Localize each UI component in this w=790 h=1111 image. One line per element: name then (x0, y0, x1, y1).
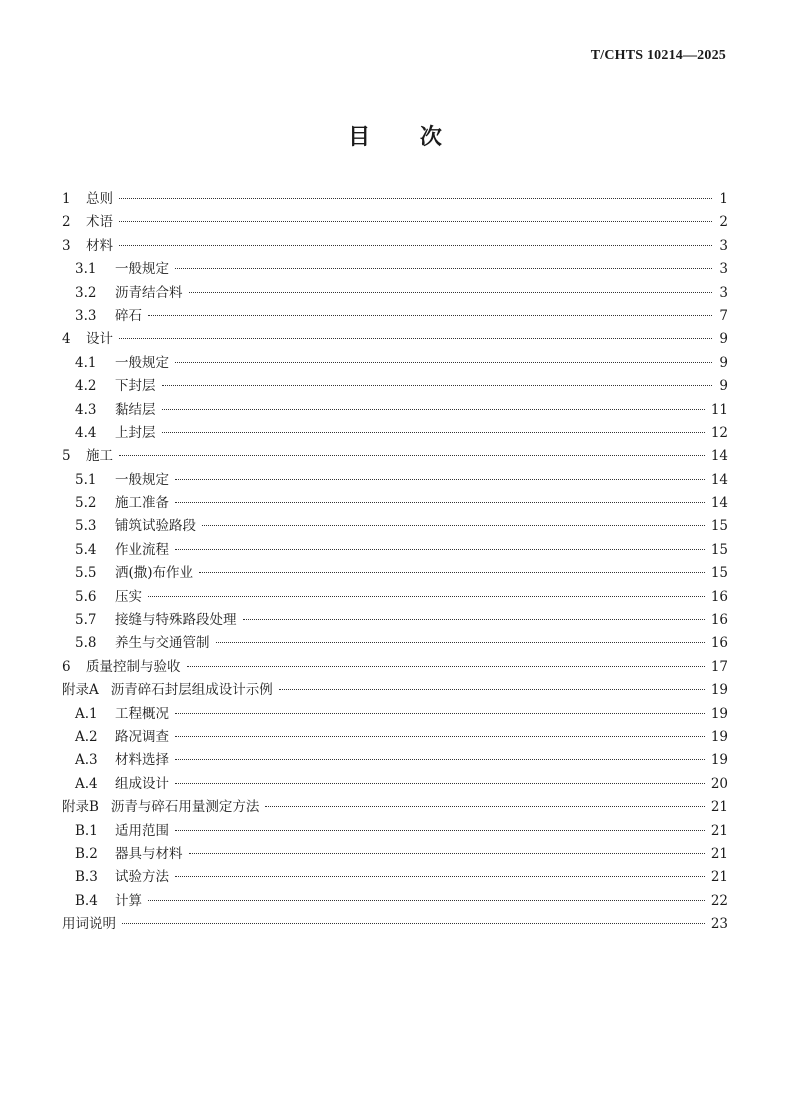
toc-entry-number: 5.5 (75, 565, 97, 582)
toc-entry-title: 组成设计 (115, 775, 169, 792)
toc-entry[interactable] (62, 609, 728, 632)
toc-entry-number: B.2 (75, 845, 98, 862)
toc-entry-title: 沥青结合料 (115, 284, 183, 301)
toc-entry-title: 材料选择 (115, 752, 169, 769)
toc-dot-leader (119, 245, 712, 246)
toc-entry-page: 9 (719, 378, 728, 395)
toc-entry-title: 沥青碎石封层组成设计示例 (110, 682, 273, 699)
toc-entry-title: 黏结层 (115, 401, 156, 418)
toc-entry-title: 总则 (86, 191, 113, 207)
toc-entry[interactable] (62, 328, 728, 351)
toc-entry-page: 21 (710, 869, 728, 886)
toc-dot-leader (175, 830, 705, 831)
toc-entry-number: 附录B (62, 799, 99, 816)
toc-entry-title: 上封层 (115, 424, 156, 441)
toc-entry-title: 质量控制与验收 (86, 658, 181, 675)
toc-entry[interactable] (62, 235, 728, 258)
toc-entry-page: 21 (710, 845, 728, 862)
toc-entry-page: 3 (719, 261, 728, 278)
toc-entry-number: 5.6 (75, 588, 97, 605)
toc-entry-title: 计算 (115, 892, 142, 909)
toc-entry-page: 3 (719, 284, 728, 301)
toc-entry-page: 14 (710, 448, 728, 465)
toc-entry-number: 5.4 (75, 541, 97, 558)
toc-dot-leader (265, 806, 704, 807)
toc-entry[interactable] (62, 258, 728, 281)
toc-entry-page: 22 (710, 892, 728, 909)
toc-entry-title: 沥青与碎石用量测定方法 (110, 799, 260, 816)
toc-entry[interactable] (62, 305, 728, 328)
toc-entry[interactable] (62, 399, 728, 422)
toc-dot-leader (175, 362, 712, 363)
toc-dot-leader (175, 783, 705, 784)
toc-dot-leader (122, 923, 705, 924)
toc-entry[interactable] (62, 492, 728, 515)
toc-entry-title: 接缝与特殊路段处理 (115, 612, 237, 629)
toc-entry[interactable] (62, 913, 728, 936)
toc-entry-title: 一般规定 (115, 354, 169, 371)
toc-entry-title: 设计 (86, 331, 113, 348)
toc-dot-leader (175, 549, 705, 550)
toc-entry-number: 5.3 (75, 518, 97, 535)
toc-entry-number: 4 (62, 331, 71, 348)
toc-entry[interactable] (62, 890, 728, 913)
toc-dot-leader (243, 619, 705, 620)
toc-dot-leader (119, 455, 705, 456)
toc-entry[interactable] (62, 679, 728, 702)
toc-dot-leader (175, 736, 705, 737)
toc-entry-number: 4.3 (75, 401, 97, 418)
toc-entry[interactable] (62, 820, 728, 843)
toc-entry-title: 器具与材料 (115, 845, 183, 862)
toc-entry-number: 6 (62, 658, 71, 675)
toc-dot-leader (199, 572, 705, 573)
toc-dot-leader (162, 432, 705, 433)
toc-entry[interactable] (62, 703, 728, 726)
toc-entry-number: 5.1 (75, 471, 97, 488)
toc-entry[interactable] (62, 843, 728, 866)
toc-entry-page: 19 (710, 705, 728, 722)
toc-entry-page: 1 (719, 191, 728, 207)
toc-entry-title: 用词说明 (62, 916, 116, 933)
toc-dot-leader (175, 502, 705, 503)
toc-entry-number: 5.2 (75, 495, 97, 512)
toc-entry-number: 5 (62, 448, 71, 465)
toc-entry-page: 16 (710, 635, 728, 652)
toc-entry[interactable] (62, 422, 728, 445)
toc-entry-page: 15 (710, 518, 728, 535)
toc-dot-leader (148, 315, 712, 316)
toc-entry[interactable] (62, 352, 728, 375)
toc-entry[interactable] (62, 586, 728, 609)
toc-entry-title: 作业流程 (115, 541, 169, 558)
toc-entry[interactable] (62, 632, 728, 655)
toc-entry-title: 碎石 (115, 307, 142, 324)
toc-entry[interactable] (62, 188, 728, 211)
toc-entry-number: A.4 (75, 775, 98, 792)
toc-entry[interactable] (62, 749, 728, 772)
toc-entry-number: 4.2 (75, 378, 97, 395)
toc-entry-page: 12 (710, 424, 728, 441)
toc-entry-page: 19 (710, 752, 728, 769)
toc-dot-leader (202, 525, 705, 526)
toc-dot-leader (119, 338, 712, 339)
toc-dot-leader (216, 642, 705, 643)
toc-entry-number: A.3 (75, 752, 98, 769)
toc-dot-leader (162, 409, 705, 410)
toc-dot-leader (175, 713, 705, 714)
toc-entry-page: 7 (719, 307, 728, 324)
toc-entry-page: 21 (710, 822, 728, 839)
toc-entry-title: 一般规定 (115, 261, 169, 278)
toc-entry-page: 16 (710, 588, 728, 605)
toc-entry-number: 4.4 (75, 424, 97, 441)
toc-dot-leader (119, 198, 712, 199)
toc-entry[interactable] (62, 796, 728, 819)
toc-entry-title: 试验方法 (115, 869, 169, 886)
toc-dot-leader (148, 900, 705, 901)
toc-entry[interactable] (62, 539, 728, 562)
toc-dot-leader (162, 385, 713, 386)
toc-entry[interactable] (62, 515, 728, 538)
table-of-contents (62, 188, 728, 937)
toc-dot-leader (189, 292, 713, 293)
toc-entry-page: 15 (710, 565, 728, 582)
toc-dot-leader (187, 666, 705, 667)
toc-entry-number: A.1 (75, 705, 98, 722)
toc-entry-number: 5.8 (75, 635, 97, 652)
toc-entry-page: 9 (719, 331, 728, 348)
toc-dot-leader (279, 689, 705, 690)
toc-entry-title: 铺筑试验路段 (115, 518, 196, 535)
toc-entry-title: 施工 (86, 448, 113, 465)
toc-dot-leader (189, 853, 705, 854)
toc-entry-page: 19 (710, 682, 728, 699)
toc-entry-number: 4.1 (75, 354, 97, 371)
toc-entry-number: 3.3 (75, 307, 97, 324)
toc-entry[interactable] (62, 562, 728, 585)
toc-entry-number: B.4 (75, 892, 98, 909)
toc-entry[interactable] (62, 211, 728, 234)
toc-entry-number: B.3 (75, 869, 98, 886)
toc-entry[interactable] (62, 773, 728, 796)
toc-entry-number: A.2 (75, 728, 98, 745)
toc-entry-number: B.1 (75, 822, 98, 839)
toc-entry[interactable] (62, 656, 728, 679)
toc-entry-title: 洒(撒)布作业 (115, 565, 194, 582)
toc-dot-leader (119, 221, 712, 222)
toc-entry-title: 施工准备 (115, 495, 169, 512)
toc-dot-leader (175, 876, 705, 877)
toc-entry-page: 14 (710, 471, 728, 488)
toc-dot-leader (175, 759, 705, 760)
toc-entry-title: 路况调查 (115, 728, 169, 745)
toc-entry-title: 下封层 (115, 378, 156, 395)
toc-entry-number: 1 (62, 191, 71, 207)
toc-entry[interactable] (62, 469, 728, 492)
toc-entry-page: 19 (710, 728, 728, 745)
toc-entry-title: 工程概况 (115, 705, 169, 722)
toc-dot-leader (175, 268, 712, 269)
toc-entry-title: 材料 (86, 237, 113, 254)
toc-entry[interactable] (62, 282, 728, 305)
toc-entry-page: 14 (710, 495, 728, 512)
toc-entry-number: 2 (62, 214, 71, 231)
toc-entry-page: 23 (710, 916, 728, 933)
toc-entry-page: 20 (710, 775, 728, 792)
toc-entry-page: 2 (719, 214, 728, 231)
toc-entry-title: 适用范围 (115, 822, 169, 839)
toc-entry-page: 15 (710, 541, 728, 558)
toc-entry-number: 3 (62, 237, 71, 254)
page-title: 目 次 (348, 125, 442, 150)
toc-entry-number: 附录A (62, 682, 99, 699)
toc-entry[interactable] (62, 375, 728, 398)
toc-entry-page: 11 (710, 401, 728, 418)
toc-entry-page: 3 (719, 237, 728, 254)
toc-dot-leader (148, 596, 705, 597)
toc-entry-title: 压实 (115, 588, 142, 605)
document-code: T/CHTS 10214—2025 (590, 48, 726, 63)
toc-entry[interactable] (62, 866, 728, 889)
toc-entry[interactable] (62, 445, 728, 468)
toc-entry-page: 16 (710, 612, 728, 629)
toc-entry-page: 21 (710, 799, 728, 816)
toc-entry-number: 3.1 (75, 261, 97, 278)
toc-entry-number: 3.2 (75, 284, 97, 301)
toc-entry-page: 17 (710, 658, 728, 675)
toc-entry-title: 术语 (86, 214, 113, 231)
toc-entry-page: 9 (719, 354, 728, 371)
toc-entry-number: 5.7 (75, 612, 97, 629)
toc-dot-leader (175, 479, 705, 480)
toc-entry-title: 养生与交通管制 (115, 635, 210, 652)
toc-entry-title: 一般规定 (115, 471, 169, 488)
toc-entry[interactable] (62, 726, 728, 749)
